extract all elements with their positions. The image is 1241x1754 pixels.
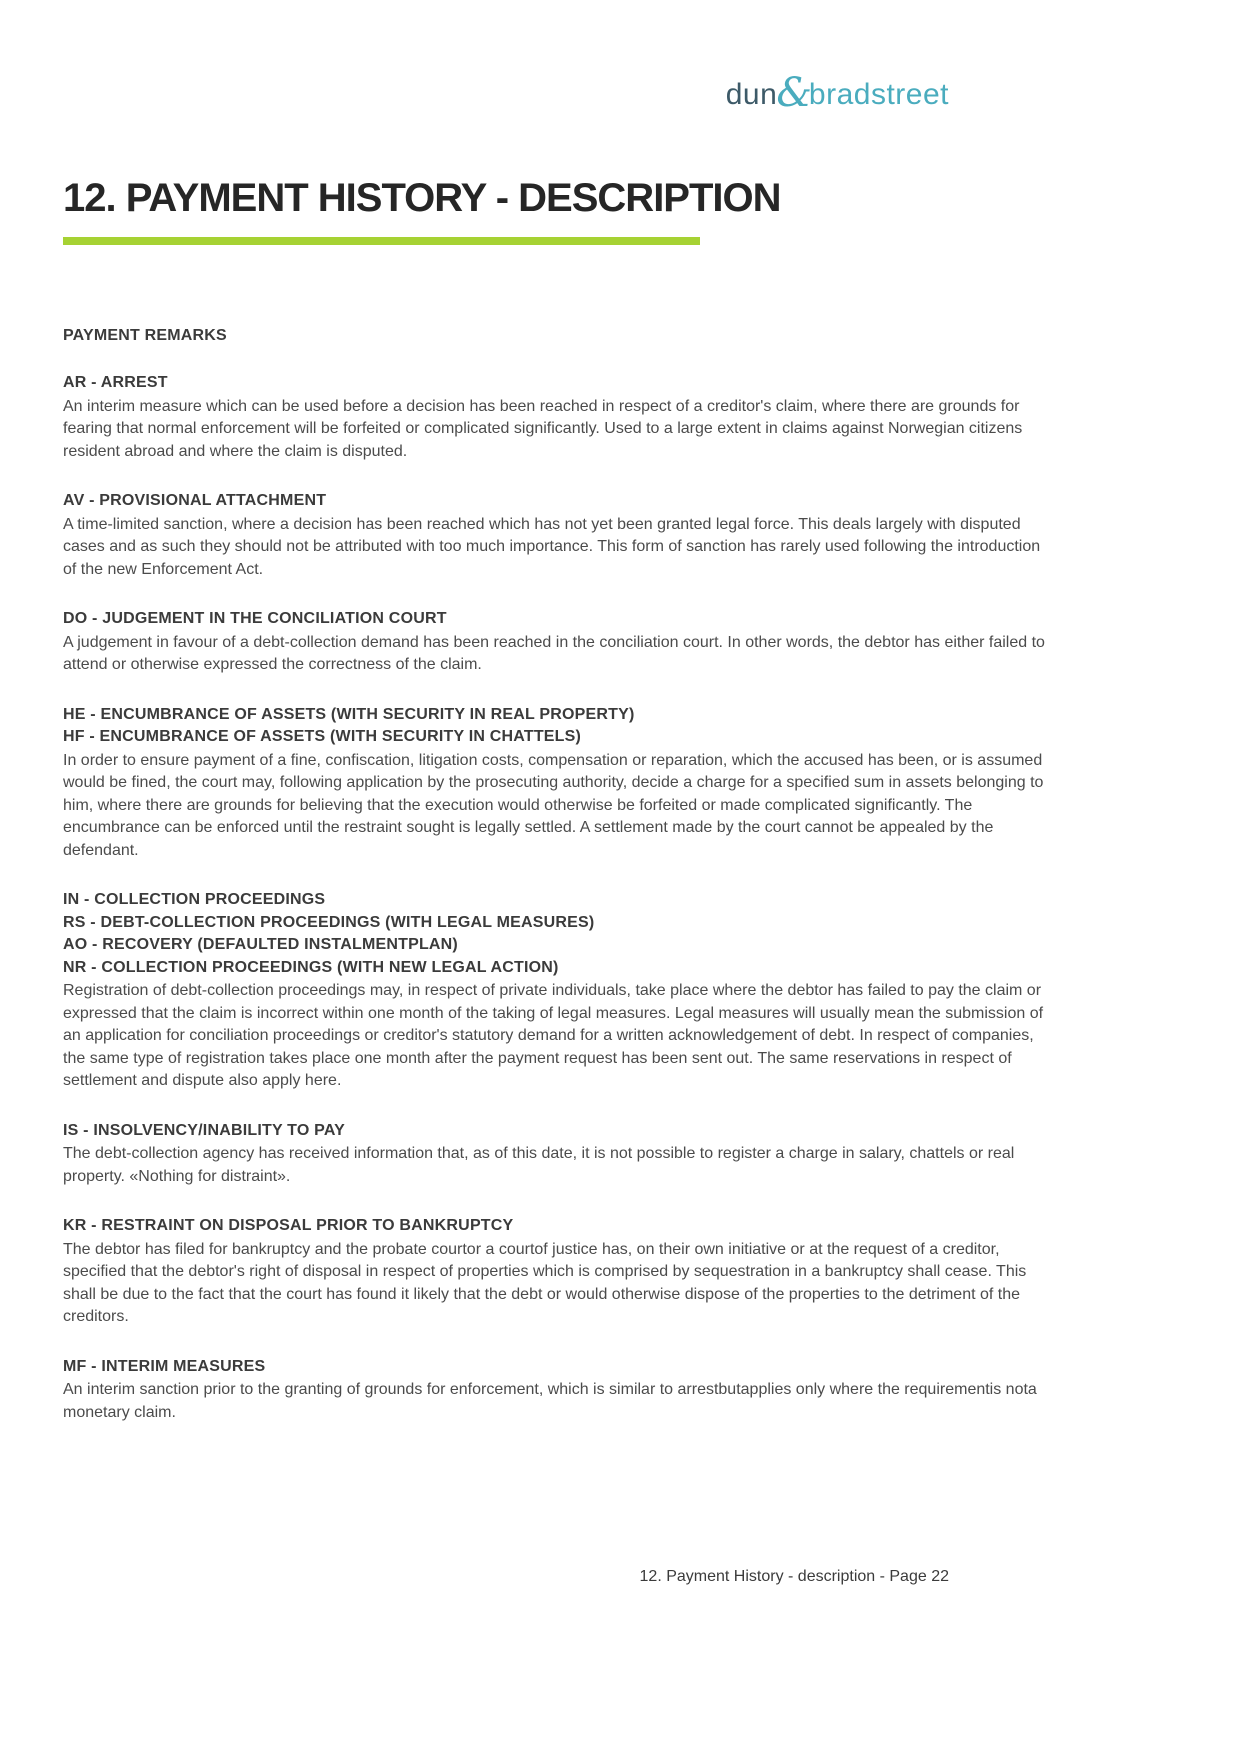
remark-description: A judgement in favour of a debt-collection demand has been reached in the conciliation court. In other words, the debtor has either failed to attend or otherwise expressed the correctness of the claim. — [63, 633, 1045, 673]
remark-entry-kr — [63, 1215, 1048, 1329]
section-heading-payment-remarks: PAYMENT REMARKS — [63, 327, 227, 344]
ampersand-icon: & — [776, 70, 812, 116]
remark-entry-do — [63, 608, 1048, 677]
remark-entry-mf — [63, 1356, 1048, 1425]
remark-heading: IN - COLLECTION PROCEEDINGS — [63, 891, 326, 908]
remark-description: An interim sanction prior to the granting of grounds for enforcement, which is similar to arrestbutapplies only where the requirementis nota monetary claim. — [63, 1381, 1037, 1421]
remark-description: A time-limited sanction, where a decision has been reached which has not yet been granted legal force. This deals largely with disputed cases and as such they should not be attributed with too much importance. This form of sanction has rarely used following the introduction of the new Enforcement Act. — [63, 515, 1041, 578]
remark-heading: HE - ENCUMBRANCE OF ASSETS (WITH SECURITY IN REAL PROPERTY) — [63, 705, 635, 723]
logo-text-bradstreet: bradstreet — [808, 78, 949, 111]
title-underline-bar — [63, 237, 700, 245]
remark-entry-he-hf — [63, 704, 1048, 863]
page-title: 12. PAYMENT HISTORY - DESCRIPTION — [63, 176, 781, 220]
remark-entry-av — [63, 490, 1048, 581]
remark-heading: IS - INSOLVENCY/INABILITY TO PAY — [63, 1121, 346, 1139]
remark-entry-is — [63, 1120, 1048, 1189]
dun-bradstreet-logo — [726, 68, 949, 114]
remark-heading: KR - RESTRAINT ON DISPOSAL PRIOR TO BANKRUPTCY — [63, 1217, 514, 1234]
page-footer: 12. Payment History - description - Page 22 — [639, 1568, 949, 1585]
remark-description: An interim measure which can be used before a decision has been reached in respect of a creditor's claim, where there are grounds for fearing that normal enforcement will be forfeited or complicated significantly. Used to a large extent in claims against Norwegian citizens resident abroad and where the claim is disputed. — [63, 397, 1023, 460]
remark-entry-ar — [63, 372, 1048, 463]
remark-description: In order to ensure payment of a fine, confiscation, litigation costs, compensation or reparation, which the accused has been, or is assumed would be fined, the court may, following application by the prosecuting authority, decide a charge for a specified sum in assets belonging to him, where there are grounds for believing that the execution would otherwise be forfeited or made complicated significantly. The encumbrance can be enforced until the restraint sought is legally settled. A settlement made by the court cannot be appealed by the defendant. — [63, 751, 1044, 859]
remark-heading: HF - ENCUMBRANCE OF ASSETS (WITH SECURITY IN CHATTELS) — [63, 728, 582, 745]
remark-description: Registration of debt-collection proceedings may, in respect of private individuals, take place where the debtor has failed to pay the claim or expressed that the claim is incorrect within one month of the taking of legal measures. Legal measures will usually mean the submission of an application for conciliation proceedings or creditor's statutory demand for a written acknowledgement of debt. In respect of companies, the same type of registration takes place one month after the payment request has been sent out. The same reservations in respect of settlement and dispute also apply here. — [63, 982, 1044, 1089]
remark-heading: DO - JUDGEMENT IN THE CONCILIATION COURT — [63, 610, 447, 627]
remark-heading: AR - ARREST — [63, 374, 168, 391]
remark-heading: MF - INTERIM MEASURES — [63, 1357, 266, 1375]
remark-description: The debt-collection agency has received information that, as of this date, it is not possible to register a charge in salary, chattels or real property. «Nothing for distraint». — [63, 1145, 1015, 1185]
remark-heading: AO - RECOVERY (DEFAULTED INSTALMENTPLAN) — [63, 936, 458, 953]
remark-heading: AV - PROVISIONAL ATTACHMENT — [63, 492, 327, 509]
remark-description: The debtor has filed for bankruptcy and the probate courtor a courtof justice has, on their own initiative or at the request of a creditor, specified that the debtor's right of disposal in respect of properties which is comprised by sequestration in a bankruptcy shall cease. This shall be due to the fact that the court has found it likely that the debt or would otherwise dispose of the properties to the detriment of the creditors. — [63, 1240, 1027, 1325]
logo-text-dun: dun — [725, 78, 778, 111]
remark-heading: NR - COLLECTION PROCEEDINGS (WITH NEW LEGAL ACTION) — [63, 958, 559, 976]
remark-entry-in-rs-ao-nr — [63, 889, 1048, 1093]
remark-heading: RS - DEBT-COLLECTION PROCEEDINGS (WITH LEGAL MEASURES) — [63, 913, 595, 931]
